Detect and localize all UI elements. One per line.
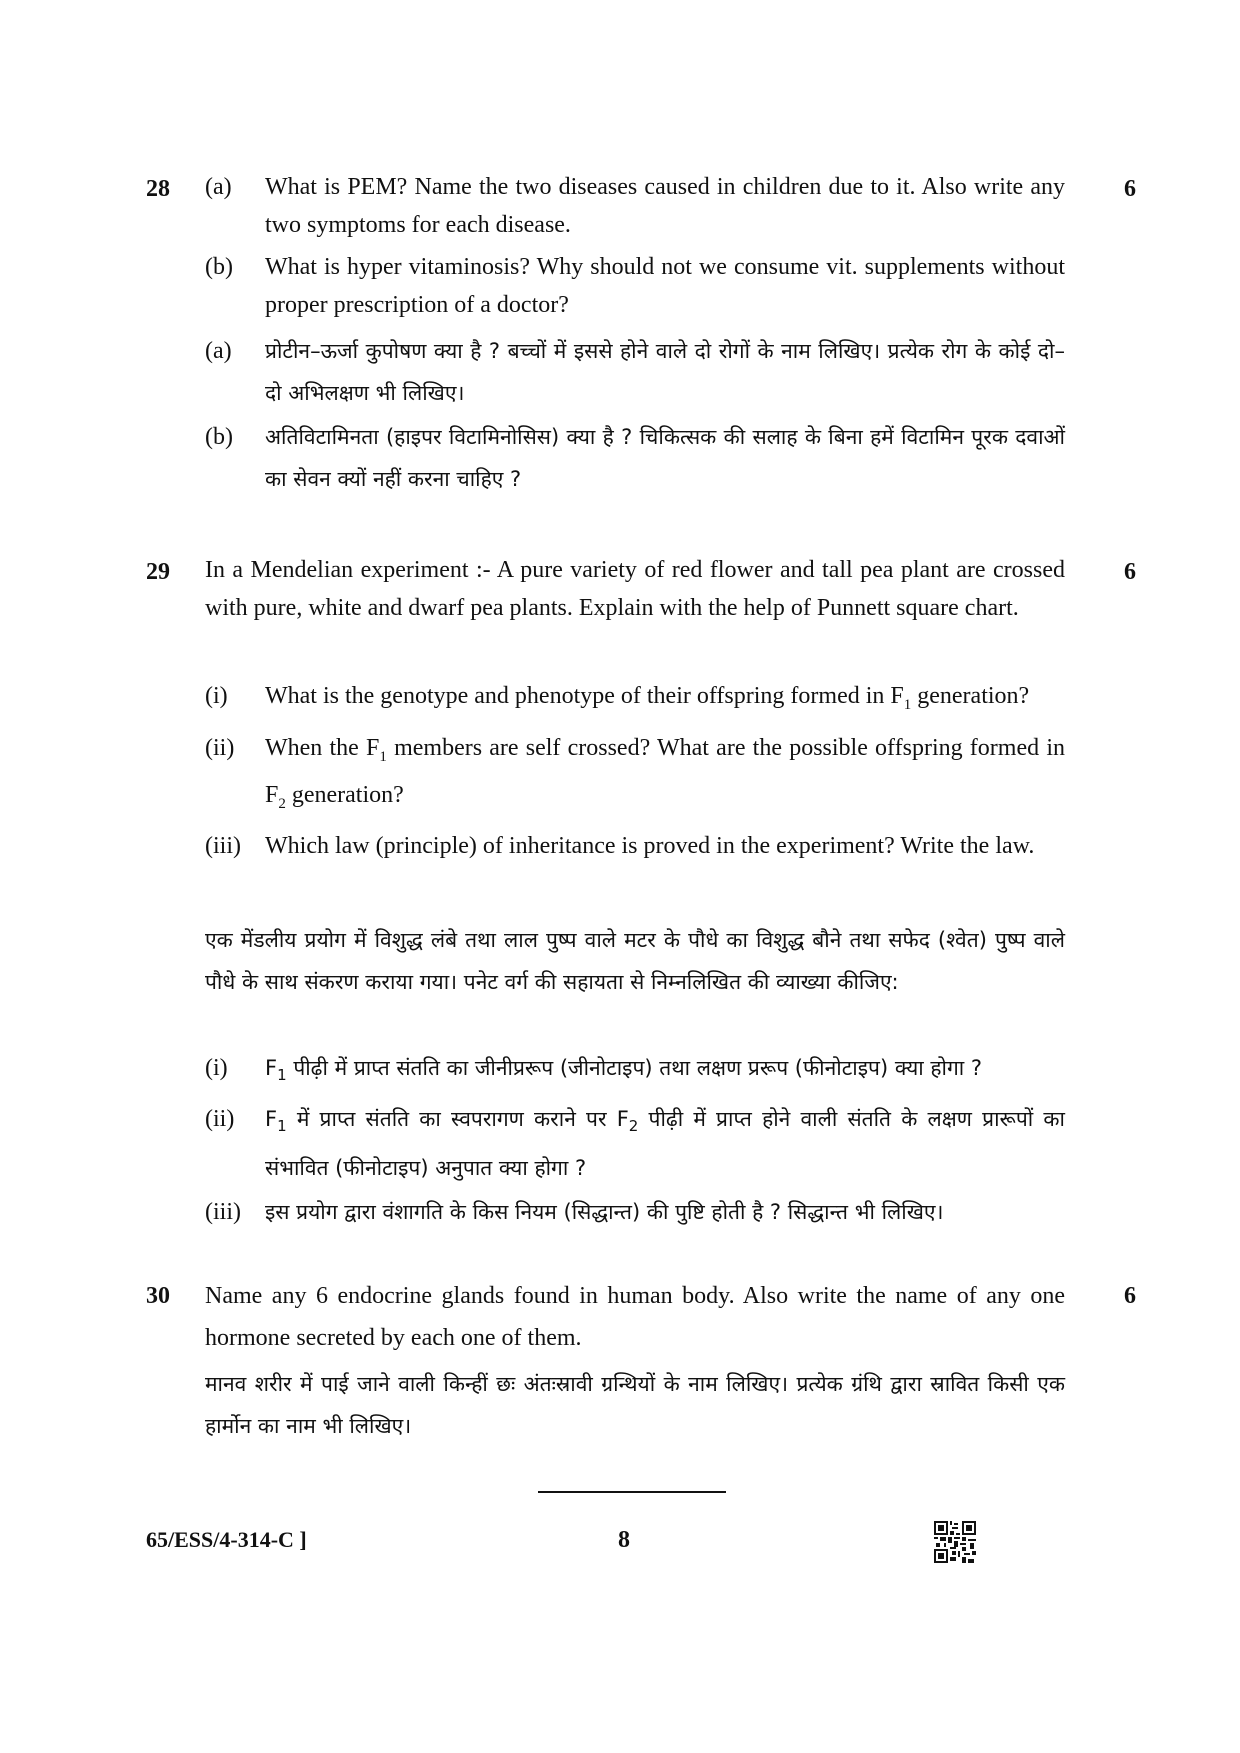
stem-en: In a Mendelian experiment :- A pure variety of red flower and tall pea plant are crossed with pure, white and dwarf pea plants. Explain with the help of Punnett square chart.: [205, 557, 1065, 621]
question-marks: 6: [1124, 176, 1136, 202]
stem-hi: एक मेंडलीय प्रयोग में विशुद्ध लंबे तथा लाल पुष्प वाले मटर के पौधे का विशुद्ध बौने तथा सफेद (श्वेत) पुष्प वाले पौधे के साथ संकरण कराया गया। पनेट वर्ग की सहायता से निम्नलिखित की व्याख्या कीजिए:: [205, 928, 1065, 994]
question-marks: 6: [1124, 1283, 1136, 1309]
part-i-en: (i) What is the genotype and phenotype of their offspring formed in $F_1$ generation?: [205, 683, 1030, 713]
question-marks: 6: [1124, 559, 1136, 585]
part-b-hi: (b) अतिविटामिनता (हाइपर विटामिनोसिस) क्या है ? चिकित्सक की सलाह के बिना हमें विटामिन पूरक दवाओं का सेवन क्यों नहीं करना चाहिए ?: [205, 424, 1065, 491]
part-i-hi: (i) $F_1$ पीढ़ी में प्राप्त संतति का जीनीप्ररूप (जीनोटाइप) तथा लक्षण प्ररूप (फीनोटाइप) क्या होगा ?: [205, 1055, 983, 1085]
question-number: 29: [146, 559, 170, 585]
question-number: 30: [146, 1283, 170, 1309]
question-number: 28: [146, 176, 170, 202]
part-ii-hi: (ii) $F_1$ में प्राप्त संतति का स्वपरागण कराने पर $F_2$ पीढ़ी में प्राप्त होने वाली संतति के लक्षण प्रारूपों का संभावित (फीनोटाइप) अनुपात क्या होगा ?: [205, 1106, 1065, 1181]
part-iii-en: (iii) Which law (principle) of inheritance is proved in the experiment? Write the law.: [205, 833, 1035, 860]
part-a-en: (a) What is PEM? Name the two diseases caused in children due to it. Also write any two symptoms for each disease.: [205, 174, 1065, 238]
qr-code-icon: [934, 1521, 976, 1563]
stem-en: Name any 6 endocrine glands found in human body. Also write the name of any one hormone secreted by each one of them.: [205, 1283, 1065, 1351]
paper-code: 65/ESS/4-314-C ]: [146, 1527, 307, 1552]
part-b-en: (b) What is hyper vitaminosis? Why should not we consume vit. supplements without proper prescription of a doctor?: [205, 254, 1065, 318]
page-number: 8: [618, 1527, 630, 1553]
part-iii-hi: (iii) इस प्रयोग द्वारा वंशागति के किस नियम (सिद्धान्त) की पुष्टि होती है ? सिद्धान्त भी लिखिए।: [205, 1199, 944, 1226]
part-a-hi: (a) प्रोटीन–ऊर्जा कुपोषण क्या है ? बच्चों में इससे होने वाले दो रोगों के नाम लिखिए। प्रत्येक रोग के कोई दो–दो अभिलक्षण भी लिखिए।: [205, 338, 1065, 405]
end-rule: [538, 1491, 726, 1493]
stem-hi: मानव शरीर में पाई जाने वाली किन्हीं छः अंतःस्रावी ग्रन्थियों के नाम लिखिए। प्रत्येक ग्रंथि द्वारा स्रावित किसी एक हार्मोन का नाम भी लिखिए।: [205, 1372, 1065, 1438]
part-ii-en: (ii) When the $F_1$ members are self crossed? What are the possible offspring formed in $F_2$ generation?: [205, 734, 1065, 812]
